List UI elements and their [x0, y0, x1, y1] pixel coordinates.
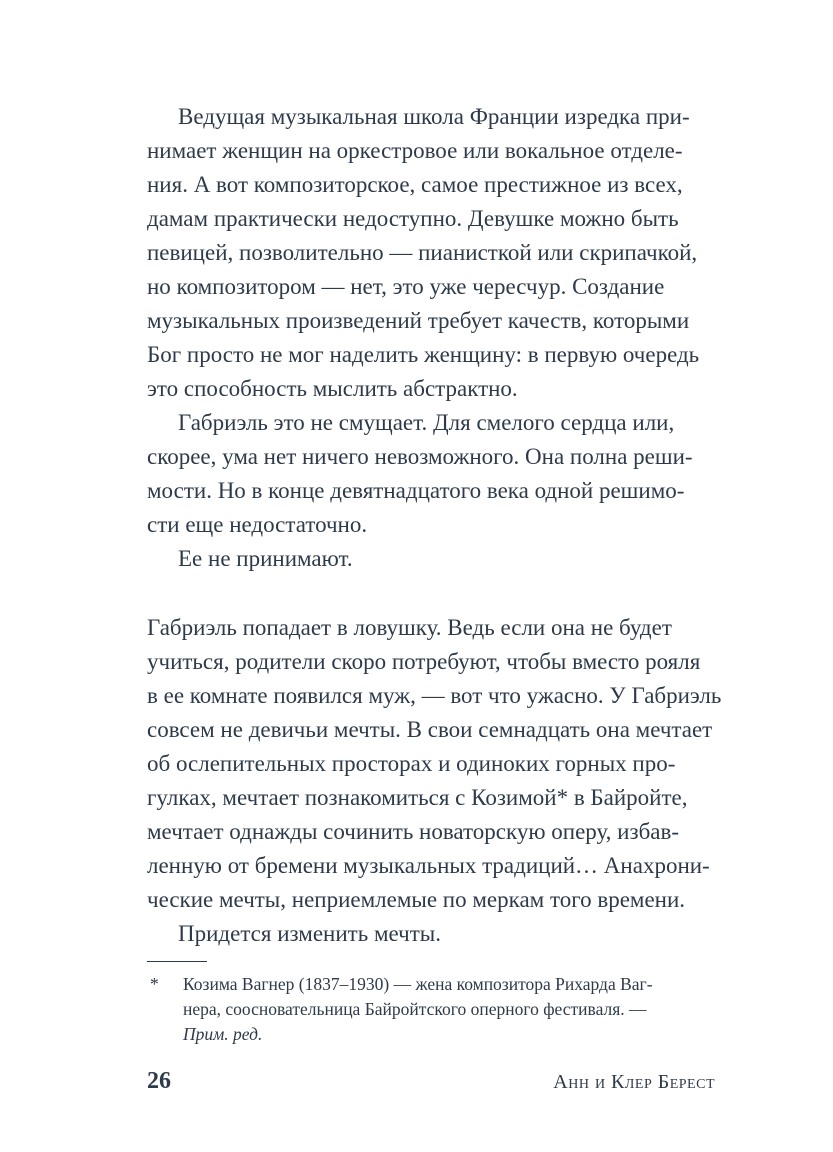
footnote-line: Козима Вагнер (1837–1930) — жена композитора Рихарда Ваг- — [183, 974, 653, 994]
text-line: скорее, ума нет ничего невозможного. Она полна реши- — [147, 444, 693, 469]
text-line: сти еще недостаточно. — [147, 512, 368, 537]
text-line: мечтает однажды сочинить новаторскую оперу, избав- — [147, 819, 680, 844]
text-line: в ее комнате появился муж, — вот что ужасно. У Габриэль — [147, 683, 722, 708]
footnote-mark: * — [150, 974, 159, 994]
text-line: Ее не принимают. — [178, 546, 353, 571]
text-line: но композитором — нет, это уже чересчур. Создание — [147, 274, 665, 299]
text-line: учиться, родители скоро потребуют, чтобы вместо рояля — [147, 649, 701, 674]
text-line: совсем не девичьи мечты. В свои семнадцать она мечтает — [147, 717, 713, 742]
running-head: Анн и Клер Берест — [553, 1071, 715, 1093]
text-line: нимает женщин на оркестровое или вокальное отделе- — [147, 138, 683, 163]
text-line: ленную от бремени музыкальных традиций… Анахрони- — [147, 853, 710, 878]
text-line: это способность мыслить абстрактно. — [147, 376, 518, 401]
footnote-line — [183, 1022, 262, 1047]
footnote-editor-note: Прим. ред. — [183, 1024, 263, 1044]
text-line: Ведущая музыкальная школа Франции изредка при- — [178, 104, 690, 129]
text-line: Габриэль попадает в ловушку. Ведь если она не будет — [147, 615, 672, 640]
footnote-rule — [147, 961, 207, 962]
text-line: Габриэль это не смущает. Для смелого сердца или, — [178, 410, 675, 435]
text-line: Придется изменить мечты. — [178, 921, 441, 946]
text-line: музыкальных произведений требует качеств, которыми — [147, 308, 690, 333]
text-line: певицей, позволительно — пианисткой или скрипачкой, — [147, 240, 698, 265]
page-number: 26 — [147, 1068, 171, 1094]
text-line: Бог просто не мог наделить женщину: в первую очередь — [147, 342, 700, 367]
text-line: ния. А вот композиторское, самое престижное из всех, — [147, 172, 683, 197]
text-line: дамам практически недоступно. Девушке можно быть — [147, 206, 679, 231]
text-line: мости. Но в конце девятнадцатого века одной решимо- — [147, 478, 685, 503]
footnote-line: нера, соосновательница Байройтского оперного фестиваля. — — [183, 999, 647, 1019]
text-line: ческие мечты, неприемлемые по меркам того времени. — [147, 887, 686, 912]
text-line: гулках, мечтает познакомиться с Козимой* в Байройте, — [147, 785, 688, 810]
text-line: об ослепительных просторах и одиноких горных про- — [147, 751, 676, 776]
